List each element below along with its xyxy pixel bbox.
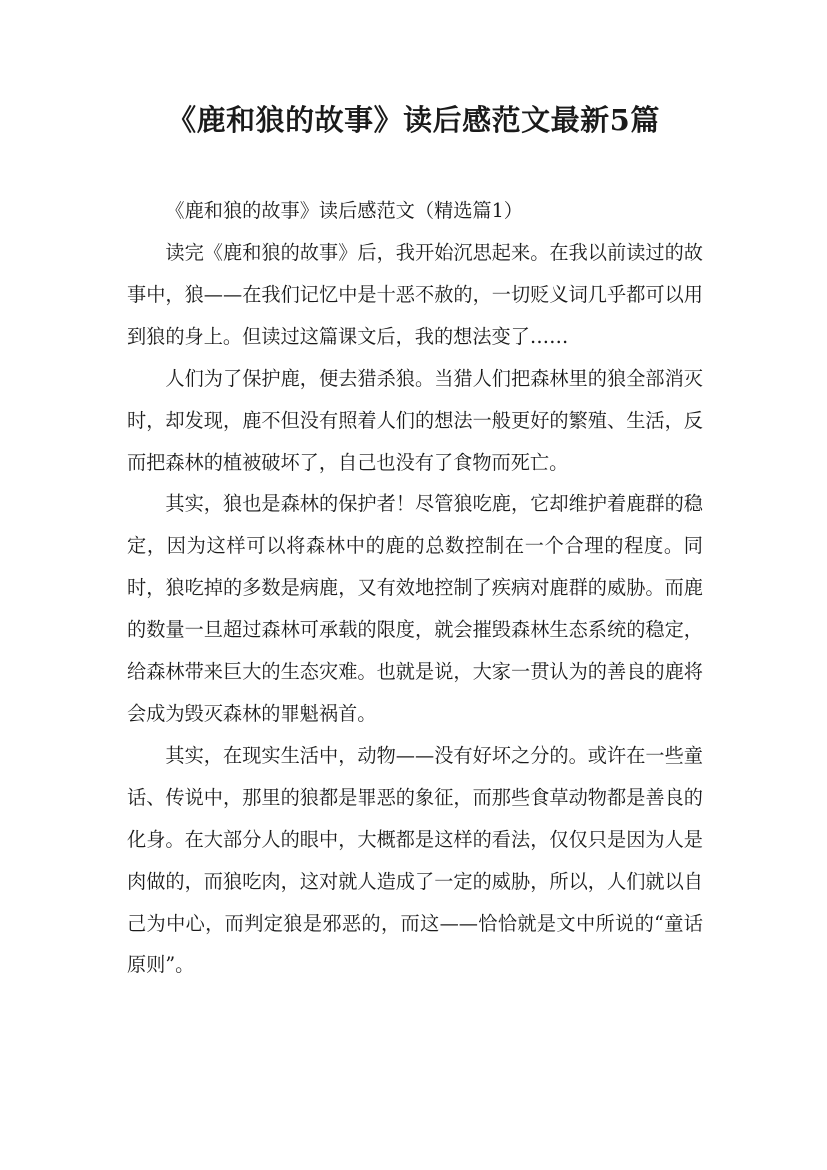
document-title: 《鹿和狼的故事》读后感范文最新5篇 (167, 103, 660, 137)
section-title: 《鹿和狼的故事》读后感范文（精选篇1） (165, 199, 523, 222)
paragraph-3: 其实，狼也是森林的保护者！尽管狼吃鹿，它却维护着鹿群的稳定，因为这样可以将森林中的鹿的总数控制在一个合理的程度。同时，狼吃掉的多数是病鹿，又有效地控制了疾病对鹿群的威胁。而鹿的数量一旦超过森林可承载的限度，就会摧毁森林生态系统的稳定，给森林带来巨大的生态灾难。也就是说，大家一贯认为的善良的鹿将会成为毁灭森林的罪魁祸首。 (127, 492, 703, 725)
document-body (127, 192, 703, 986)
paragraph-1: 读完《鹿和狼的故事》后，我开始沉思起来。在我以前读过的故事中，狼——在我们记忆中是十恶不赦的，一切贬义词几乎都可以用到狼的身上。但读过这篇课文后，我的想法变了…… (127, 241, 703, 348)
paragraph-2: 人们为了保护鹿，便去猎杀狼。当猎人们把森林里的狼全部消灭时，却发现，鹿不但没有照着人们的想法一般更好的繁殖、生活，反而把森林的植被破坏了，自己也没有了食物而死亡。 (127, 366, 703, 474)
paragraph-4: 其实，在现实生活中，动物——没有好坏之分的。或许在一些童话、传说中，那里的狼都是罪恶的象征，而那些食草动物都是善良的化身。在大部分人的眼中，大概都是这样的看法，仅仅只是因为人是肉做的，而狼吃肉，这对就人造成了一定的威胁，所以，人们就以自己为中心，而判定狼是邪恶的，而这——恰恰就是文中所说的“童话原则”。 (127, 743, 703, 977)
